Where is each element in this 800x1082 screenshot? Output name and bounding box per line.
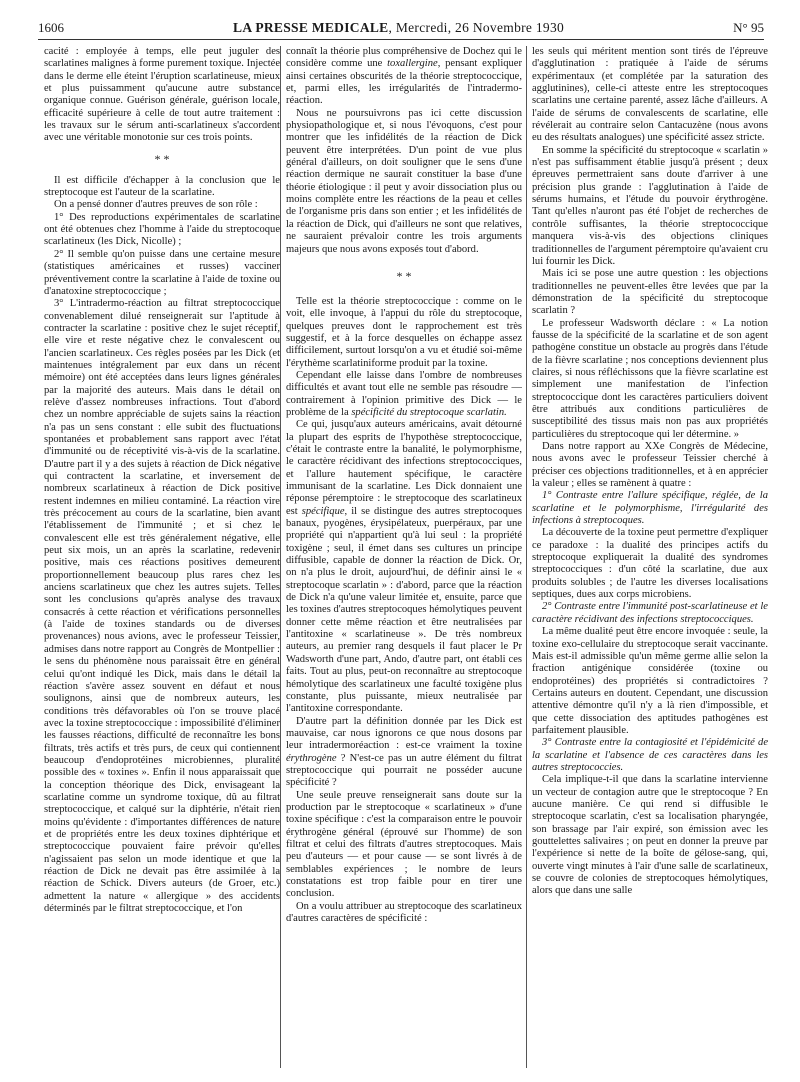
italic-term: spécifique: [301, 505, 345, 517]
issue-date: , Mercredi, 26 Novembre 1930: [388, 20, 565, 35]
paragraph: [532, 490, 768, 527]
paragraph: Il est difficile d'échapper à la conclusion que le streptocoque est l'auteur de la scarlatine.: [44, 174, 280, 199]
paragraph: Mais ici se pose une autre question : les objections traditionnelles ne peuvent-elles être levées que par la démonstration de la spécificité du streptocoque scarlatin ?: [532, 268, 768, 317]
text-run: D'autre part la définition donnée par les Dick est mauvaise, car nous ignorons ce que nous dosons par leur intradermoréaction : est-ce vraiment la toxine: [286, 715, 522, 752]
text-run: , il se distingue des autres streptocoques banaux, pyogènes, érysipélateux, puerpéraux, par une propriété qui n'appartient qu'à lui seul : la propriété toxigène ; seul, il émet dans ses cultures un principe diffusible, capable de donner la réaction de Dick. Or, on n'a plus le droit, aujourd'hui, de définir ainsi le « streptocoque scarlatin » : d'abord, parce que la réaction de Dick n'a qu'une valeur limitée et, ensuite, parce que les toxines d'autres streptocoques hémolytiques peuvent donner cette même réaction et être neutralisées par l'antitoxine « scarlatineuse ». De très nombreux auteurs, au premier rang desquels il faut placer le Pr Wadsworth d'une part, Ando, d'autre part, ont établi ces faits. Tout au plus, peut-on reconnaître au streptocoque hémolytique des scarlatineux une faculté toxigène plus constante, plus puissante, mieux neutralisée par l'antitoxine correspondante.: [286, 505, 522, 715]
ornament-stars: * *: [154, 151, 170, 166]
journal-title-line: [233, 20, 564, 36]
ornament-stars: * *: [396, 268, 412, 283]
paragraph: En somme la spécificité du streptocoque « scarlatin » n'est pas suffisamment établie jusqu'à présent ; deux épreuves permettraient sans doute d'arriver à une précision plus grande : l'agglutination à l'aide de sérums humains, et l'étude du pouvoir érythrogène. Tant qu'elles n'auront pas été l'objet de recherches de contrôle suffisantes, la théorie streptococcique manquera vis-à-vis des objections cliniques traditionnelles de l'argument péremptoire qu'avaient cru lui fournir les Dick.: [532, 144, 768, 267]
italic-heading: 2° Contraste entre l'immunité post-scarlatineuse et le caractère récidivant des infections streptococciques.: [532, 601, 768, 625]
column-3: [532, 46, 768, 1074]
paragraph: On a voulu attribuer au streptocoque des scarlatineux d'autres caractères de spécificité :: [286, 900, 522, 925]
paragraph: 2° Il semble qu'on puisse dans une certaine mesure (statistiques américaines et russes) vacciner préventivement contre la scarlatine à l'aide de toxine ou d'anatoxine streptococcique ;: [44, 248, 280, 297]
paragraph: La découverte de la toxine peut permettre d'expliquer ce paradoxe : la dualité des principes actifs du streptocoque expliquerait la dualité des syndromes streptococciques : d'un côté la scarlatine, due aux produits solubles ; de l'autre les diverses localisations septiques, dues aux corps microbiens.: [532, 527, 768, 601]
page-header: [38, 18, 764, 36]
paragraph: [286, 419, 522, 715]
paragraph: [286, 370, 522, 419]
text-run: connaît la théorie plus compréhensive de Dochez qui le considère comme une: [286, 46, 522, 70]
paragraph: les seuls qui méritent mention sont tirés de l'épreuve d'agglutination : pratiquée à l'aide de sérums expérimentaux (et complétée par la saturation des agglutinines), celle-ci atteste entre les streptocoques scarlatins une certaine parenté, assez lâche d'ailleurs. A l'aide de sérums de convalescents de scarlatine, elle révélerait au contraire selon Cantacuzène (nous avons eu des résultats analogues) une spécificité assez stricte.: [532, 46, 768, 144]
column-divider-1: [280, 46, 281, 1068]
italic-heading: 3° Contraste entre la contagiosité et l'épidémicité de la scarlatine et l'absence de ces caractères dans les autres streptococcies.: [532, 737, 768, 773]
text-run: Ce qui, jusqu'aux auteurs américains, avait détourné la plupart des esprits de l'hypothèse streptococcique, c'était le contraste entre la banalité, le polymorphisme, le caractère récidivant des infections streptococciques, et l'allure hautement spécifique, le caractère immunisant de la scarlatine. Les Dick donnaient une réponse péremptoire : le streptocoque des scarlatineux est: [286, 419, 522, 517]
paragraph: Telle est la théorie streptococcique : comme on le voit, elle invoque, à l'appui du rôle du streptocoque, quelques preuves dont le rapprochement est très suggestif, et à la force desquelles on échappe assez difficilement, surtout lorsqu'on a vu et étudié soi-même l'érythème scarlatiniforme produit par la toxine.: [286, 295, 522, 369]
paragraph: Le professeur Wadsworth déclare : « La notion fausse de la spécificité de la scarlatine et de son agent pathogène constitue un obstacle au progrès dans l'étude de la fièvre scarlatine ; nos conceptions deviennent plus claires, si nous réfléchissons que la fièvre scarlatine est simplement une manifestation de l'infection streptococcique dont les caractères particuliers doivent être attribués aux conditions particulières de susceptibilité des tissus mais non pas aux propriétés particulières du streptocoque qui ler détermine. »: [532, 317, 768, 440]
section-ornament: [44, 153, 280, 165]
paragraph: La même dualité peut être encore invoquée : seule, la toxine exo-cellulaire du streptocoque serait vaccinante. Mais est-il admissible qu'un même germe allie selon la fraction antigénique considérée (toxine ou endoprotéines) des propriétés si contradictoires ? Certains auteurs en doutent. Cependant, une discussion attentive démontre qu'il n'y a là rien d'impossible, et que cette dissociation des aptitudes pathogènes est parfaitement plausible.: [532, 626, 768, 736]
paragraph: Une seule preuve renseignerait sans doute sur la production par le streptocoque « scarlatineux » d'une toxine spécifique : c'est la comparaison entre le pouvoir érythrogène général (éprouvé sur l'homme) de son filtrat et celui des filtrats d'autres streptocoques. Mais peu d'auteurs — et pour cause — se sont livrés à de semblables expériences ; le nombre de leurs constatations est trop faible pour en tirer une conclusion.: [286, 789, 522, 900]
paragraph: cacité : employée à temps, elle peut juguler des scarlatines malignes à forme purement toxique. Injectée dans le derme elle éteint l'éruption scarlatineuse, mieux et plus puissamment qu'aucune autre substance organique connue. Guérison générale, guérison locale, efficacité supérieure à celle de tout autre traitement : les travaux sur le sérum anti-scarlatineux s'accordent avec une véritable monotonie sur ces trois points.: [44, 46, 280, 144]
italic-term: toxallergine: [387, 58, 438, 70]
column-divider-2: [526, 46, 527, 1068]
text-run: Cependant elle laisse dans l'ombre de nombreuses difficultés et avant tout elle ne semble pas résoudre — contrairement à l'opinion primitive des Dick — le problème de la: [286, 369, 522, 418]
italic-term: érythrogène: [286, 752, 337, 764]
paragraph: 1° Des reproductions expérimentales de scarlatine ont été obtenues chez l'homme à l'aide du streptocoque scarlatineux (les Dick, Nicolle) ;: [44, 211, 280, 248]
text-run: ? N'est-ce pas un autre élément du filtrat streptococcique qui pourrait ne posséder aucune spécificité ?: [286, 752, 522, 789]
paragraph: On a pensé donner d'autres preuves de son rôle :: [54, 199, 258, 211]
paragraph: [286, 46, 522, 108]
paragraph: Nous ne poursuivrons pas ici cette discussion physiopathologique et, si nous l'évoquons, c'est pour montrer que les infidélités de la réaction de Dick peuvent être interprétées. D'un point de vue plus général d'ailleurs, on doit souligner que le sens d'une réaction dermique ne saurait constituer la base d'une théorie étiologique : il peut y avoir dissociation plus ou moins complète entre les réactions de la peau et celles de l'organisme pris dans son entier ; et les infidélités de la réaction de Dick, qui d'ailleurs ne sont que relatives, ne sauraient prévaloir contre les trois arguments majeurs que nous avons exposés tout d'abord.: [286, 107, 522, 255]
paragraph: [286, 716, 522, 790]
page-number: 1606: [38, 20, 64, 35]
paragraph: Cela implique-t-il que dans la scarlatine intervienne un vecteur de contagion autre que le streptocoque ? En aucune manière. Ce qui rend si diffusible le streptocoque scarlatin, c'est sa localisation pharyngée, son brassage par l'air expiré, son émission avec les gouttelettes salivaires ; on peut en donner la preuve par l'expérience si nette de la boîte de gélose-sang, qui, ouverte vingt minutes à l'air d'une salle de scarlatineux, se couvre de colonies de streptocoques hémolytiques, alors que dans une salle: [532, 774, 768, 897]
paragraph: [532, 737, 768, 774]
italic-heading: 1° Contraste entre l'allure spécifique, réglée, de la scarlatine et le polymorphisme, l'irrégularité des infections à streptocoques.: [532, 490, 768, 527]
issue-number: N° 95: [733, 20, 764, 35]
italic-term: spécificité du streptocoque scarlatin.: [351, 406, 507, 418]
paragraph: Dans notre rapport au XXe Congrès de Médecine, nous avons avec le professeur Teissier cherché à préciser ces objections traditionnelles, et à en apprécier la valeur ; elles se ramènent à quatre :: [532, 441, 768, 490]
journal-title: LA PRESSE MEDICALE: [233, 20, 389, 35]
paragraph: [532, 601, 768, 626]
header-rule: [38, 39, 764, 40]
column-1: [44, 46, 280, 1074]
paragraph: 3° L'intradermo-réaction au filtrat streptococcique convenablement dilué renseignerait sur l'aptitude à contracter la scarlatine : positive chez le sujet réceptif, elle vire et reste négative chez le convalescent ou l'ancien scarlatineux. Ces règles posées par les Dick (et maintenues intégralement par eux dans un récent mémoire) ont été acceptées dans leurs lignes générales par la majorité des auteurs. Mais dans le détail on relève d'assez nombreuses infractions. Tout d'abord chez un nombre appréciable de sujets sains la réaction n'a pas un sens constant : elle subit des fluctuations spontanées et probablement sans rapport avec l'état d'immunité ou de réceptivité vis-à-vis de la scarlatine. D'autre part il y a des sujets à réaction de Dick négative qui contractent la scarlatine, et inversement de nombreux scarlatineux à réaction de Dick positive restent indemnes en milieu contaminé. La réaction vire très précocement au cours de la scarlatine, bien avant l'établissement de l'immunité ; et si chez le convalescent elle est très généralement négative, elle peut six mois, un an après la scarlatine, redevenir positive, mais ces réactions positives demeurent proportionnellement beaucoup plus rares chez les anciens scarlatineux que chez les autres sujets. Telles sont les conclusions qu'après analyse des travaux consacrés à cette réaction et vérifications personnelles (à l'aide de toxines standards ou de diverses provenances) nous avions, avec le professeur Teissier, admises dans notre rapport au Congrès de Montpellier : le sens du phénomène nous paraissait être en général celui qu'ont indiqué les Dick, mais dans le détail la réaction s'avère assez souvent en défaut et nous soulignons, ainsi que de nombreux auteurs, les conditions très défavorables où l'on se trouve placé avec la toxine streptococcique : impossibilité d'éliminer les fausses réactions, difficulté de reconnaître les bons filtrats, très actifs et très purs, de ceux qui contiennent beaucoup d'endoprotéines microbiennes, pluralité possible des « toxines ». Enfin il nous apparaissait que la conception théorique des Dick, envisageant la scarlatine comme un syndrome toxique, dû au filtrat streptococcique, et calqué sur la diphtérie, n'était rien moins qu'évidente : d'importantes différences de nature et de propriétés entre les deux toxines diphtérique et streptococcique pouvaient faire prévoir qu'elles n'agissaient pas selon un mode identique et que la réaction de Dick ne devait pas être assimilée à la réaction de Schick. Divers auteurs (de Groer, etc.) admettent la nature « allergique » des accidents déterminés par le filtrat streptococcique, et l'on: [44, 298, 280, 915]
text-run: , pensant expliquer ainsi certaines obscurités de la théorie streptococcique, et, parmi elles, les irrégularités de l'intradermo-réaction.: [286, 58, 522, 107]
column-2: [286, 46, 522, 1074]
section-ornament: [286, 270, 522, 282]
